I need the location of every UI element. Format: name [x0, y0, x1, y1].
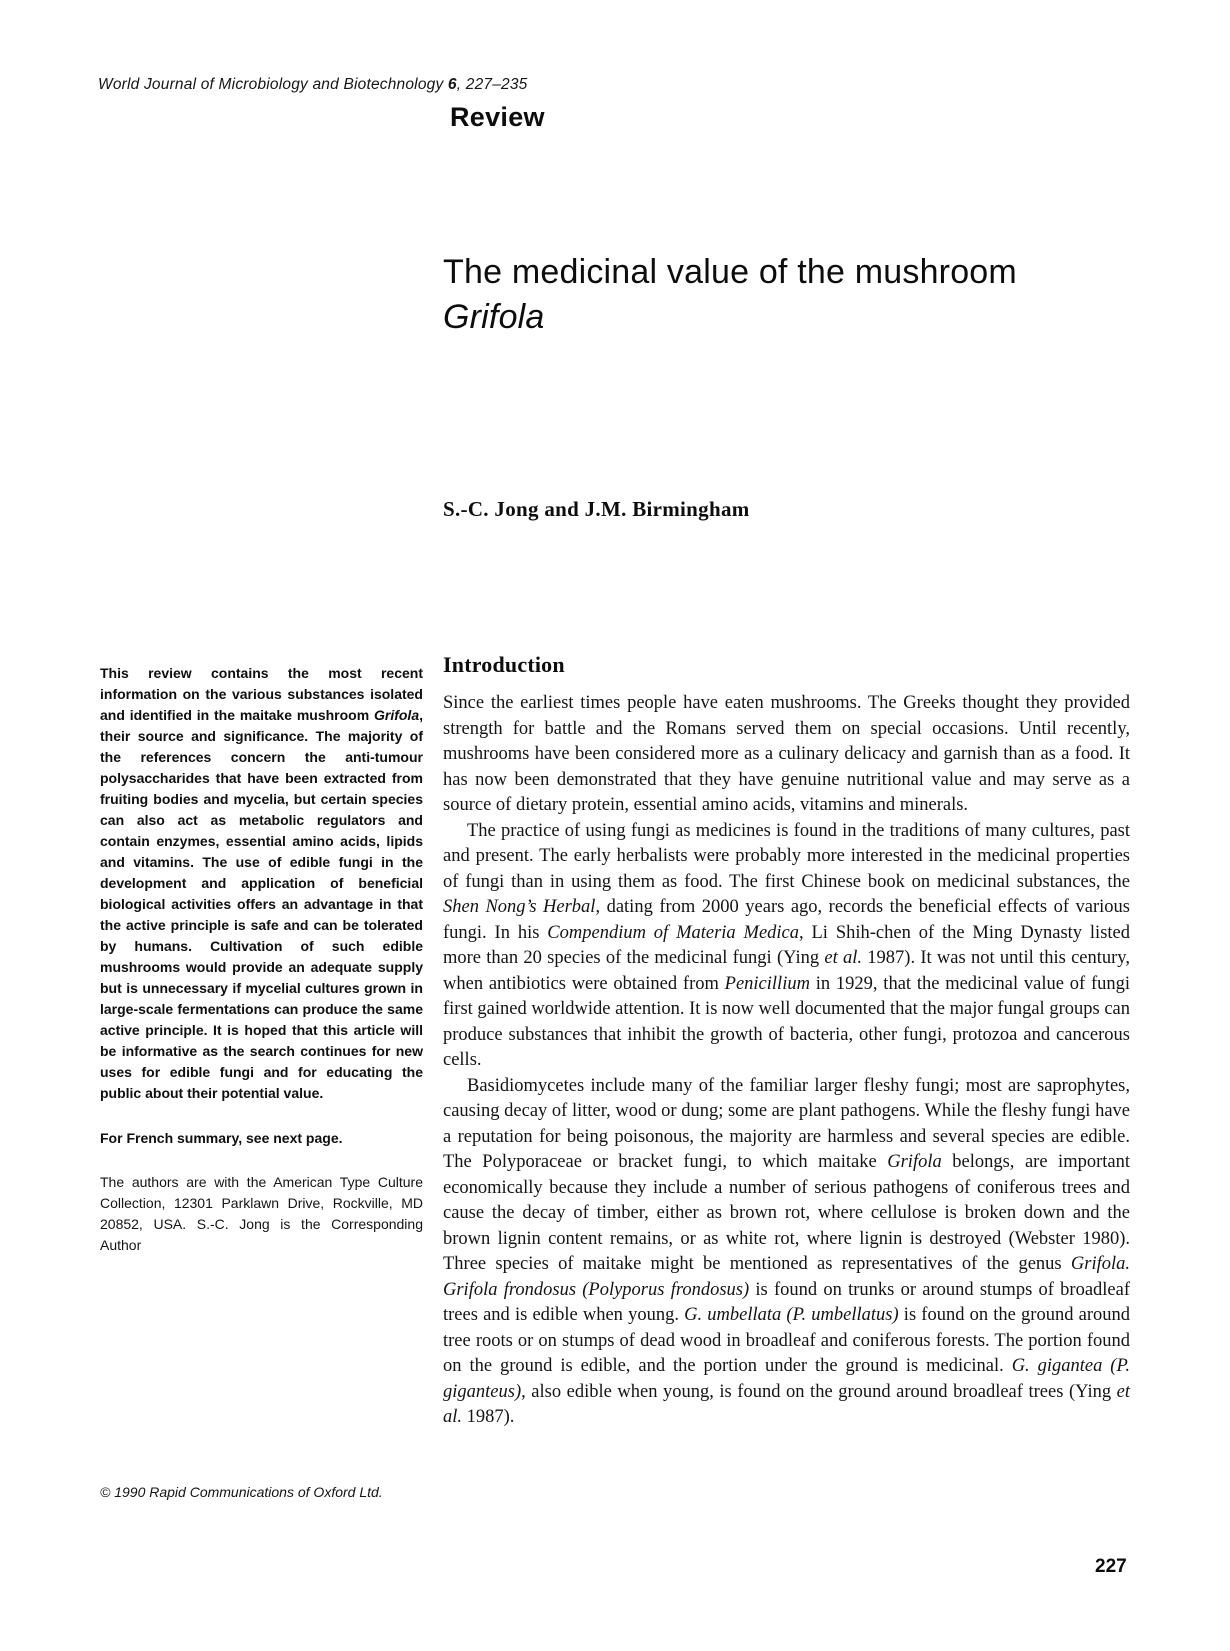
- french-summary-note: For French summary, see next page.: [100, 1130, 343, 1146]
- main-text-column: [443, 652, 1130, 1431]
- body-paragraph-3: Basidiomycetes include many of the familiar larger fleshy fungi; most are saprophytes, causing decay of litter, wood or dung; some are plant pathogens. While the fleshy fungi have a reputation for being poisonous, the majority are harmless and several species are edible. The Polyporaceae or bracket fungi, to which maitake Grifola belongs, are important economically because they include a number of serious pathogens of coniferous trees and cause the decay of timber, either as brown rot, where cellulose is broken down and the brown lignin content remains, or as white rot, where lignin is destroyed (Webster 1980). Three species of maitake might be mentioned as representatives of the genus Grifola. Grifola frondosus (Polyporus frondosus) is found on trunks or around stumps of broadleaf trees and is edible when young. G. umbellata (P. umbellatus) is found on the ground around tree roots or on stumps of dead wood in broadleaf and coniferous forests. The portion found on the ground is edible, and the portion under the ground is medicinal. G. gigantea (P. giganteus), also edible when young, is found on the ground around broadleaf trees (Ying et al. 1987).: [443, 1075, 1131, 1427]
- section-heading-introduction: Introduction: [443, 652, 565, 677]
- author-affiliation: The authors are with the American Type Culture Collection, 12301 Parklawn Drive, Rockville, MD 20852, USA. S.-C. Jong is the Corresponding Author: [100, 1174, 423, 1253]
- article-title: [443, 250, 1143, 340]
- article-title-line1: The medicinal value of the mushroom: [443, 253, 1017, 291]
- page-number: 227: [1095, 1556, 1127, 1577]
- body-paragraph-1: Since the earliest times people have eaten mushrooms. The Greeks thought they provided strength for battle and the Romans served them on special occasions. Until recently, mushrooms have been considered more as a culinary delicacy and garnish than as a food. It has now been demonstrated that they have genuine nutritional value and may serve as a source of dietary protein, essential amino acids, vitamins and minerals.: [443, 693, 1130, 815]
- body-paragraph-2: The practice of using fungi as medicines is found in the traditions of many cultures, past and present. The early herbalists were probably more interested in the medicinal properties of fungi than in using them as food. The first Chinese book on medicinal substances, the Shen Nong’s Herbal, dating from 2000 years ago, records the beneficial effects of various fungi. In his Compendium of Materia Medica, Li Shih-chen of the Ming Dynasty listed more than 20 species of the medicinal fungi (Ying et al. 1987). It was not until this century, when antibiotics were obtained from Penicillium in 1929, that the medicinal value of fungi first gained worldwide attention. It is now well documented that the major fungal groups can produce substances that inhibit the growth of bacteria, other fungi, protozoa and cancerous cells.: [443, 820, 1131, 1070]
- left-sidebar-column: [100, 663, 423, 1256]
- authors-byline: S.-C. Jong and J.M. Birmingham: [443, 497, 750, 521]
- abstract-text: This review contains the most recent information on the various substances isolated and identified in the maitake mushroom Grifola, their source and significance. The majority of the references concern the anti-tumour polysaccharides that have been extracted from fruiting bodies and mycelia, but certain species can also act as metabolic regulators and contain enzymes, essential amino acids, lipids and vitamins. The use of edible fungi in the development and application of beneficial biological activities offers an advantage in that the active principle is safe and can be tolerated by humans. Cultivation of such edible mushrooms would provide an adequate supply but is unnecessary if mycelial cultures grown in large-scale fermentations can produce the same active principle. It is hoped that this article will be informative as the search continues for new uses for edible fungi and for educating the public about their potential value.: [100, 665, 423, 1101]
- article-type-label: Review: [450, 102, 545, 132]
- article-title-line2: Grifola: [443, 298, 545, 336]
- journal-citation-header: World Journal of Microbiology and Biotechnology 6, 227–235: [98, 76, 528, 93]
- copyright-line: © 1990 Rapid Communications of Oxford Ltd.: [100, 1484, 383, 1500]
